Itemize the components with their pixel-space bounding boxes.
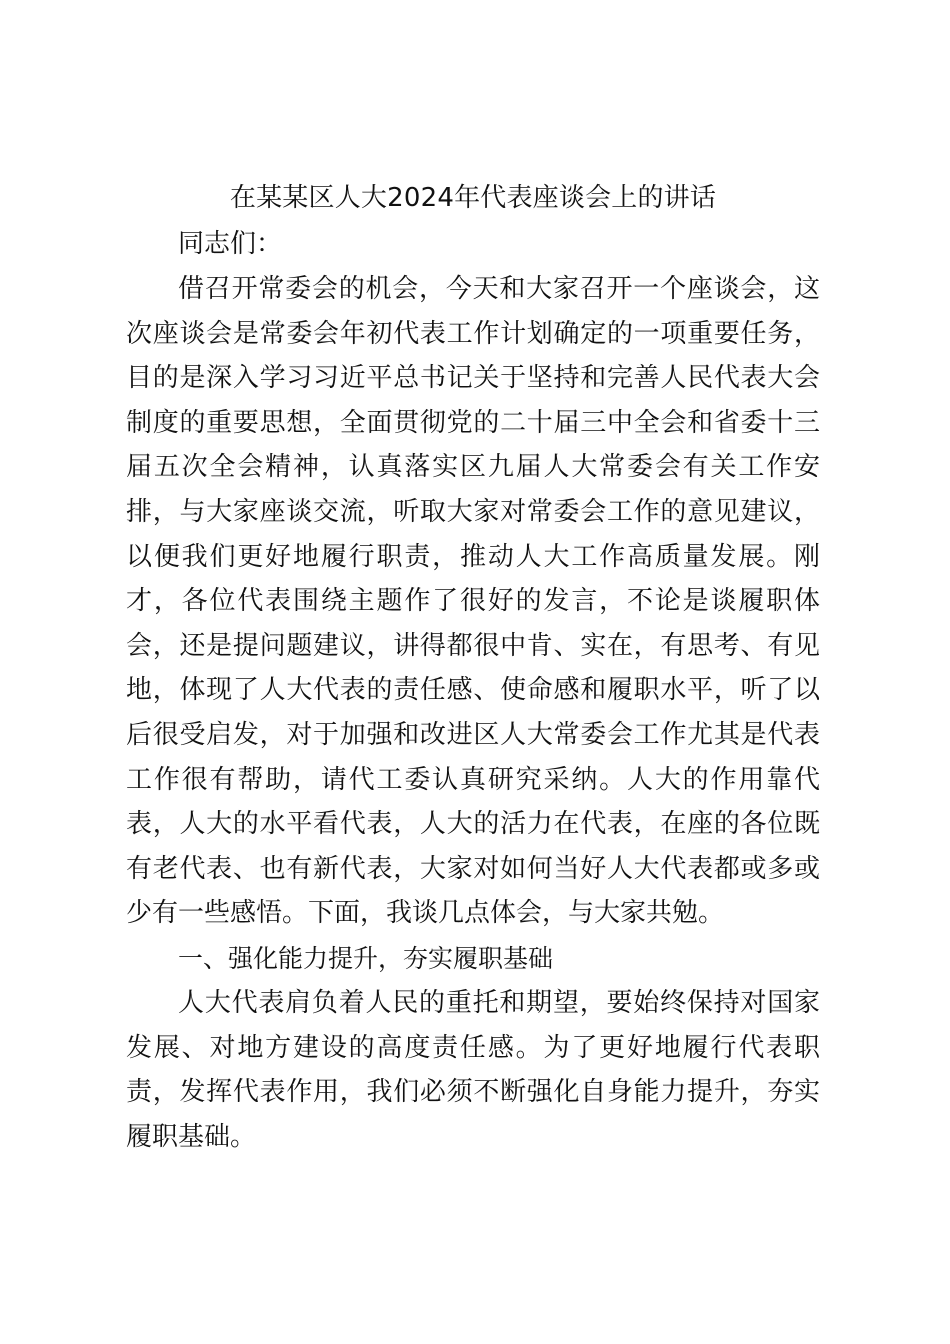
document-body: [126, 174, 820, 1159]
section-paragraph: 人大代表肩负着人民的重托和期望，要始终保持对国家发展、对地方建设的高度责任感。为了更好地履行代表职责，发挥代表作用，我们必须不断强化自身能力提升，夯实履职基础。: [126, 987, 820, 1152]
document-title: 在某某区人大2024年代表座谈会上的讲话: [229, 183, 717, 213]
intro-paragraph: 借召开常委会的机会，今天和大家召开一个座谈会，这次座谈会是常委会年初代表工作计划确定的一项重要任务，目的是深入学习习近平总书记关于坚持和完善人民代表大会制度的重要思想，全面贯彻党的二十届三中全会和省委十三届五次全会精神，认真落实区九届人大常委会有关工作安排，与大家座谈交流，听取大家对常委会工作的意见建议，以便我们更好地履行职责，推动人大工作高质量发展。刚才，各位代表围绕主题作了很好的发言，不论是谈履职体会，还是提问题建议，讲得都很中肯、实在，有思考、有见地，体现了人大代表的责任感、使命感和履职水平，听了以后很受启发，对于加强和改进区人大常委会工作尤其是代表工作很有帮助，请代工委认真研究采纳。人大的作用靠代表，人大的水平看代表，人大的活力在代表，在座的各位既有老代表、也有新代表，大家对如何当好人大代表都或多或少有一些感悟。下面，我谈几点体会，与大家共勉。: [126, 274, 820, 929]
section-heading: 一、强化能力提升，夯实履职基础: [178, 943, 554, 973]
salutation: 同志们：: [178, 229, 283, 259]
